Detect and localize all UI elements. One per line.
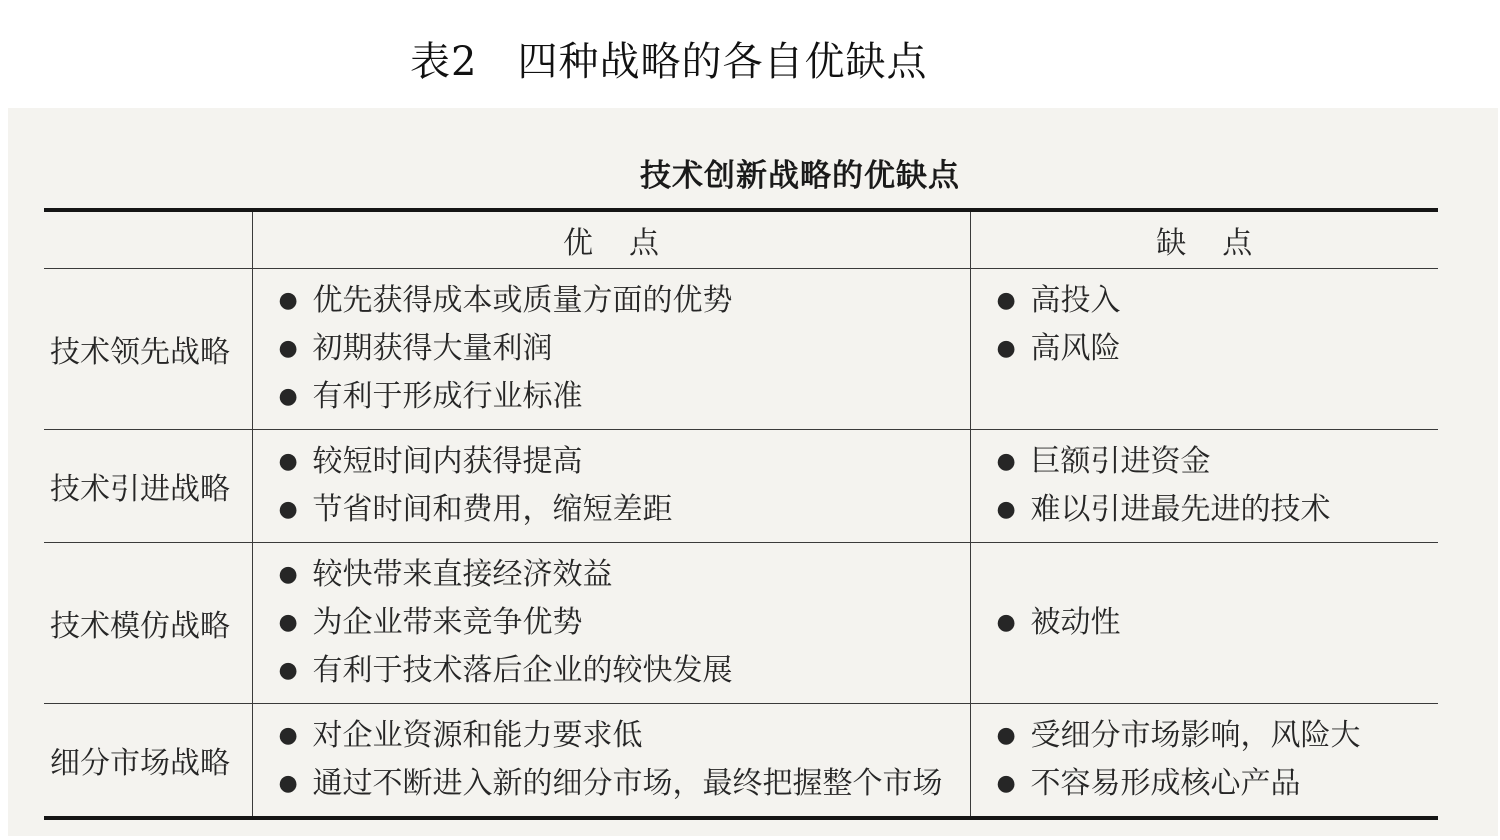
bullet-icon: ● xyxy=(278,497,298,522)
bullet-icon: ● xyxy=(996,771,1016,796)
list-item: ● 优先获得成本或质量方面的优势 xyxy=(279,277,970,325)
list-item: ● 巨额引进资金 xyxy=(997,438,1439,486)
header-strategy xyxy=(44,210,252,269)
list-item: ● 对企业资源和能力要求低 xyxy=(279,712,970,760)
list-item: ● 高投入 xyxy=(997,277,1439,325)
table-row xyxy=(44,543,1438,704)
list-item: ● 高风险 xyxy=(997,325,1439,373)
strategy-name: 技术模仿战略 xyxy=(44,543,252,704)
list-item: ● 较快带来直接经济效益 xyxy=(279,551,970,599)
list-item: ● 有利于技术落后企业的较快发展 xyxy=(279,647,970,695)
list-item: ● 初期获得大量利润 xyxy=(279,325,970,373)
header-disadvantages: 缺点 xyxy=(970,210,1438,269)
bullet-icon: ● xyxy=(278,658,298,683)
bullet-icon: ● xyxy=(278,449,298,474)
bullet-icon: ● xyxy=(996,497,1016,522)
bullet-icon: ● xyxy=(278,610,298,635)
bullet-icon: ● xyxy=(278,288,298,313)
disadvantages-cell xyxy=(970,269,1438,430)
list-item: ● 较短时间内获得提高 xyxy=(279,438,970,486)
list-item: ● 为企业带来竞争优势 xyxy=(279,599,970,647)
bullet-icon: ● xyxy=(996,288,1016,313)
slide-title xyxy=(410,30,927,87)
bullet-icon: ● xyxy=(278,384,298,409)
table-row xyxy=(44,430,1438,543)
bullet-icon: ● xyxy=(278,771,298,796)
strategy-name: 技术引进战略 xyxy=(44,430,252,543)
list-item: ● 被动性 xyxy=(997,599,1439,647)
header-advantages: 优点 xyxy=(252,210,970,269)
list-item: ● 通过不断进入新的细分市场，最终把握整个市场 xyxy=(279,760,970,808)
list-item: ● 受细分市场影响，风险大 xyxy=(997,712,1439,760)
disadvantages-cell xyxy=(970,430,1438,543)
table-caption: 技术创新战略的优缺点 xyxy=(640,158,960,194)
strategy-name: 技术领先战略 xyxy=(44,269,252,430)
bullet-icon: ● xyxy=(996,449,1016,474)
bullet-icon: ● xyxy=(278,336,298,361)
strategy-name: 细分市场战略 xyxy=(44,704,252,819)
disadvantages-cell xyxy=(970,704,1438,819)
title-text: 四种战略的各自优缺点 xyxy=(517,39,928,85)
list-item: ● 不容易形成核心产品 xyxy=(997,760,1439,808)
bullet-icon: ● xyxy=(996,610,1016,635)
bullet-icon: ● xyxy=(996,336,1016,361)
disadvantages-cell xyxy=(970,543,1438,704)
table-row xyxy=(44,269,1438,430)
list-item: ● 难以引进最先进的技术 xyxy=(997,486,1439,534)
bullet-icon: ● xyxy=(278,562,298,587)
list-item: ● 节省时间和费用，缩短差距 xyxy=(279,486,970,534)
bullet-icon: ● xyxy=(278,723,298,748)
bullet-icon: ● xyxy=(996,723,1016,748)
advantages-cell xyxy=(252,543,970,704)
table-row xyxy=(44,704,1438,819)
advantages-cell xyxy=(252,269,970,430)
advantages-cell xyxy=(252,704,970,819)
title-label: 表2 xyxy=(410,39,478,85)
advantages-cell xyxy=(252,430,970,543)
list-item: ● 有利于形成行业标准 xyxy=(279,373,970,421)
header-row xyxy=(44,210,1438,269)
strategy-comparison-table xyxy=(44,208,1438,820)
